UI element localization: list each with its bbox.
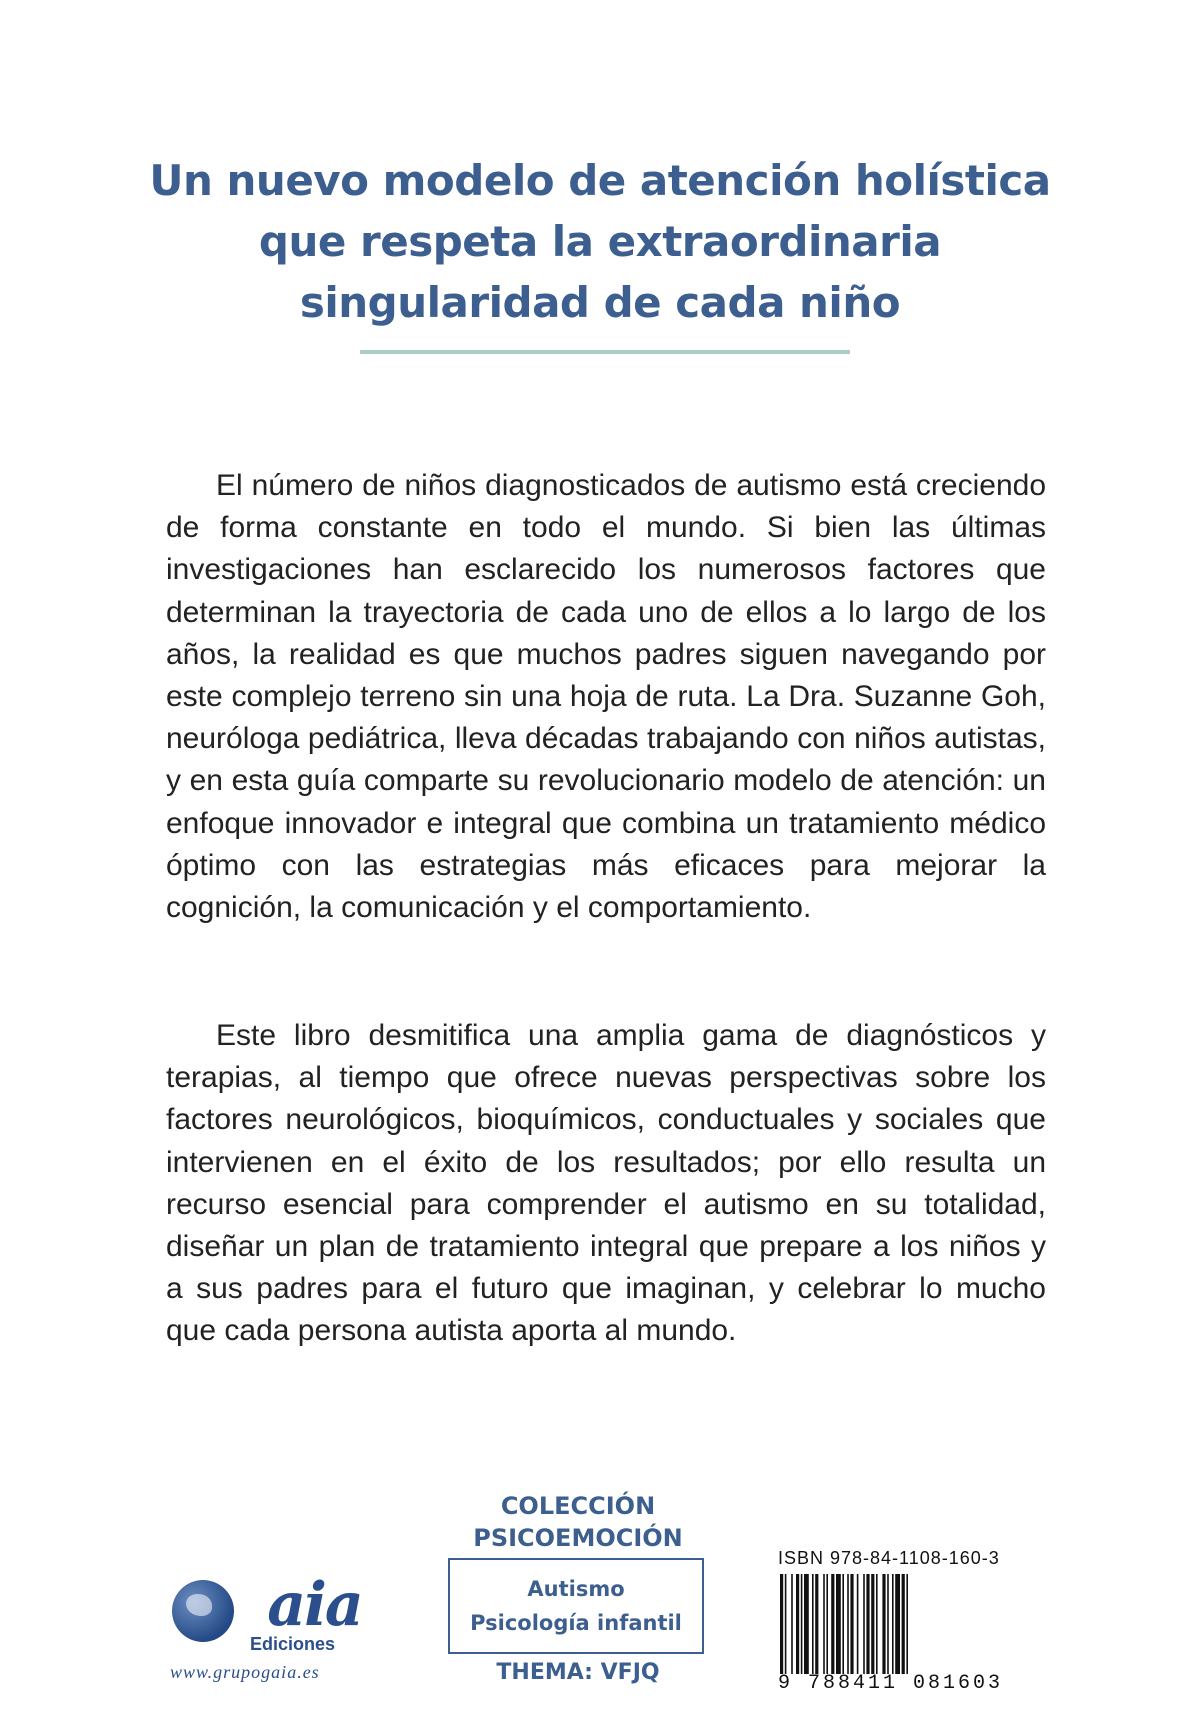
barcode-bar <box>815 1574 818 1674</box>
barcode-bar <box>804 1574 809 1674</box>
barcode-bar <box>876 1574 878 1674</box>
publisher-logo-word <box>218 1570 362 1640</box>
collection-title <box>448 1490 708 1554</box>
barcode-bar <box>836 1574 841 1674</box>
headline <box>100 150 1100 333</box>
collection-line-2: PSICOEMOCIÓN <box>473 1524 683 1552</box>
barcode-bar <box>826 1574 828 1674</box>
category-item: Autismo <box>527 1577 625 1601</box>
barcode-bar <box>863 1574 865 1674</box>
barcode-bar <box>866 1574 869 1674</box>
barcode-bar <box>780 1574 783 1674</box>
publisher-url: www.grupogaia.es <box>170 1662 320 1682</box>
barcode-bar <box>791 1574 793 1674</box>
barcode-bar <box>847 1574 849 1674</box>
publisher-logo <box>170 1570 390 1680</box>
category-box <box>448 1558 704 1654</box>
headline-line-3: singularidad de cada niño <box>299 278 901 327</box>
barcode-bar <box>823 1574 825 1674</box>
publisher-logo-letter <box>218 1570 267 1640</box>
synopsis-paragraph-1: El número de niños diagnosticados de autismo está creciendo de forma constante en todo el mundo. Si bien las últimas investigaciones han esclarecido los numerosos factores que determinan la trayectoria de cada uno de ellos a lo largo de los años, la realidad es que muchos padres siguen navegando por este complejo terreno sin una hoja de ruta. La Dra. Suzanne Goh, neuróloga pediátrica, lleva décadas trabajando con niños autistas, y en esta guía comparte su revolucionario modelo de atención: un enfoque innovador e integral que combina un tratamiento médico óptimo con las estrategias más eficaces para mejorar la cognición, la comunicación y el comportamiento. <box>166 469 1046 925</box>
publisher-logo-text: aia <box>267 1570 362 1640</box>
barcode-bar <box>895 1574 900 1674</box>
barcode-bar <box>801 1574 803 1674</box>
thema-code: THEMA: VFJQ <box>496 1660 660 1685</box>
barcode <box>778 1574 1028 1674</box>
collection-line-1: COLECCIÓN <box>500 1492 656 1520</box>
category-item: Psicología infantil <box>470 1611 682 1635</box>
barcode-bar <box>831 1574 834 1674</box>
barcode-bar <box>785 1574 787 1674</box>
headline-divider <box>360 350 850 354</box>
headline-line-1: Un nuevo modelo de atención holística <box>149 156 1051 205</box>
synopsis-paragraph-2: Este libro desmitifica una amplia gama de diagnósticos y terapias, al tiempo que ofrece nuevas perspectivas sobre los factores neurológicos, bioquímicos, conductuales y sociales que intervienen en el éxito de los resultados; por ello resulta un recurso esencial para comprender el autismo en su totalidad, diseñar un plan de tratamiento integral que prepare a los niños y a sus padres para el futuro que imaginan, y celebrar lo mucho que cada persona autista aporta al mundo. <box>166 1019 1046 1348</box>
barcode-bar <box>892 1574 894 1674</box>
barcode-bar <box>882 1574 885 1674</box>
publisher-logo-subtitle: Ediciones <box>250 1634 336 1654</box>
isbn-label: ISBN 978-84-1108-160-3 <box>778 1548 1000 1568</box>
barcode-digits: 9 788411 081603 <box>778 1672 1004 1695</box>
barcode-bar <box>857 1574 859 1674</box>
barcode-bar <box>902 1574 905 1674</box>
barcode-bar <box>906 1574 908 1674</box>
barcode-bar <box>887 1574 889 1674</box>
barcode-bar <box>796 1574 799 1674</box>
headline-line-2: que respeta la extraordinaria <box>258 217 942 266</box>
barcode-bar <box>871 1574 874 1674</box>
barcode-bar <box>842 1574 844 1674</box>
barcode-bar <box>850 1574 853 1674</box>
barcode-bar <box>812 1574 814 1674</box>
